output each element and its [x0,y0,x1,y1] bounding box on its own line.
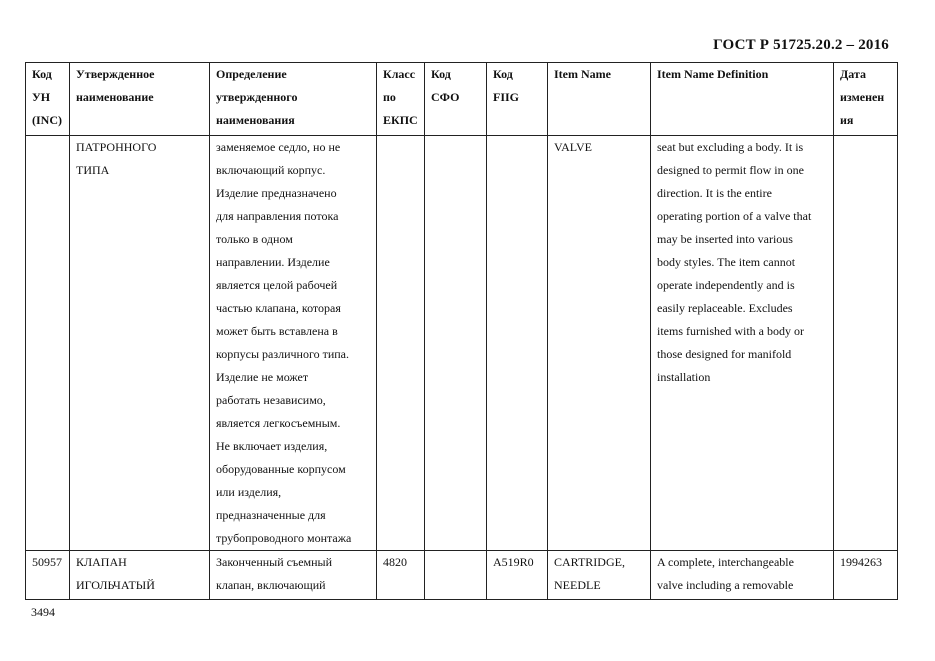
cell-change-date [834,136,898,551]
page-number: 3494 [31,605,55,619]
header-definition: Определение утвержденного наименования [210,63,377,136]
header-item-name: Item Name [548,63,651,136]
cell-approved-name: ПАТРОННОГО ТИПА [70,136,210,551]
header-approved-name: Утвержденное наименование [70,63,210,136]
cell-class: 4820 [377,551,425,600]
cell-item-name: CARTRIDGE, NEEDLE [548,551,651,600]
cell-definition: Законченный съемный клапан, включающий [210,551,377,600]
cell-approved-name: КЛАПАН ИГОЛЬЧАТЫЙ [70,551,210,600]
cell-definition: заменяемое седло, но не включающий корпус. Изделие предназначено для направления потока только в одном направлении. Изделие является целой рабочей частью клапана, которая может быть вставлена в корпусы различного типа. Изделие не может работать независимо, является легкосъемным. Не включает изделия, оборудованные корпусом или изделия, предназначенные для трубопроводного монтажа [210,136,377,551]
cell-sfo-code [425,551,487,600]
header-item-name-definition: Item Name Definition [651,63,834,136]
cell-sfo-code [425,136,487,551]
cell-class [377,136,425,551]
header-change-date: Дата изменен ия [834,63,898,136]
cell-inc: 50957 [26,551,70,600]
item-name-table [25,62,898,600]
cell-item-name-definition: seat but excluding a body. It is designed to permit flow in one direction. It is the entire operating portion of a valve that may be inserted into various body styles. The item cannot operate independently and is easily replaceable. Excludes items furnished with a body or those designed for manifold installation [651,136,834,551]
header-fiig-code: Код FIIG [487,63,548,136]
cell-item-name-definition: A complete, interchangeable valve including a removable [651,551,834,600]
header-sfo-code: Код СФО [425,63,487,136]
cell-item-name: VALVE [548,136,651,551]
cell-fiig-code [487,136,548,551]
cell-change-date: 1994263 [834,551,898,600]
cell-inc [26,136,70,551]
table-header-row [26,63,898,136]
table-row [26,551,898,600]
cell-fiig-code: A519R0 [487,551,548,600]
header-ekps-class: Класс по ЕКПС [377,63,425,136]
document-title: ГОСТ Р 51725.20.2 – 2016 [713,37,889,53]
table-row [26,136,898,551]
header-inc-code: Код УН (INC) [26,63,70,136]
